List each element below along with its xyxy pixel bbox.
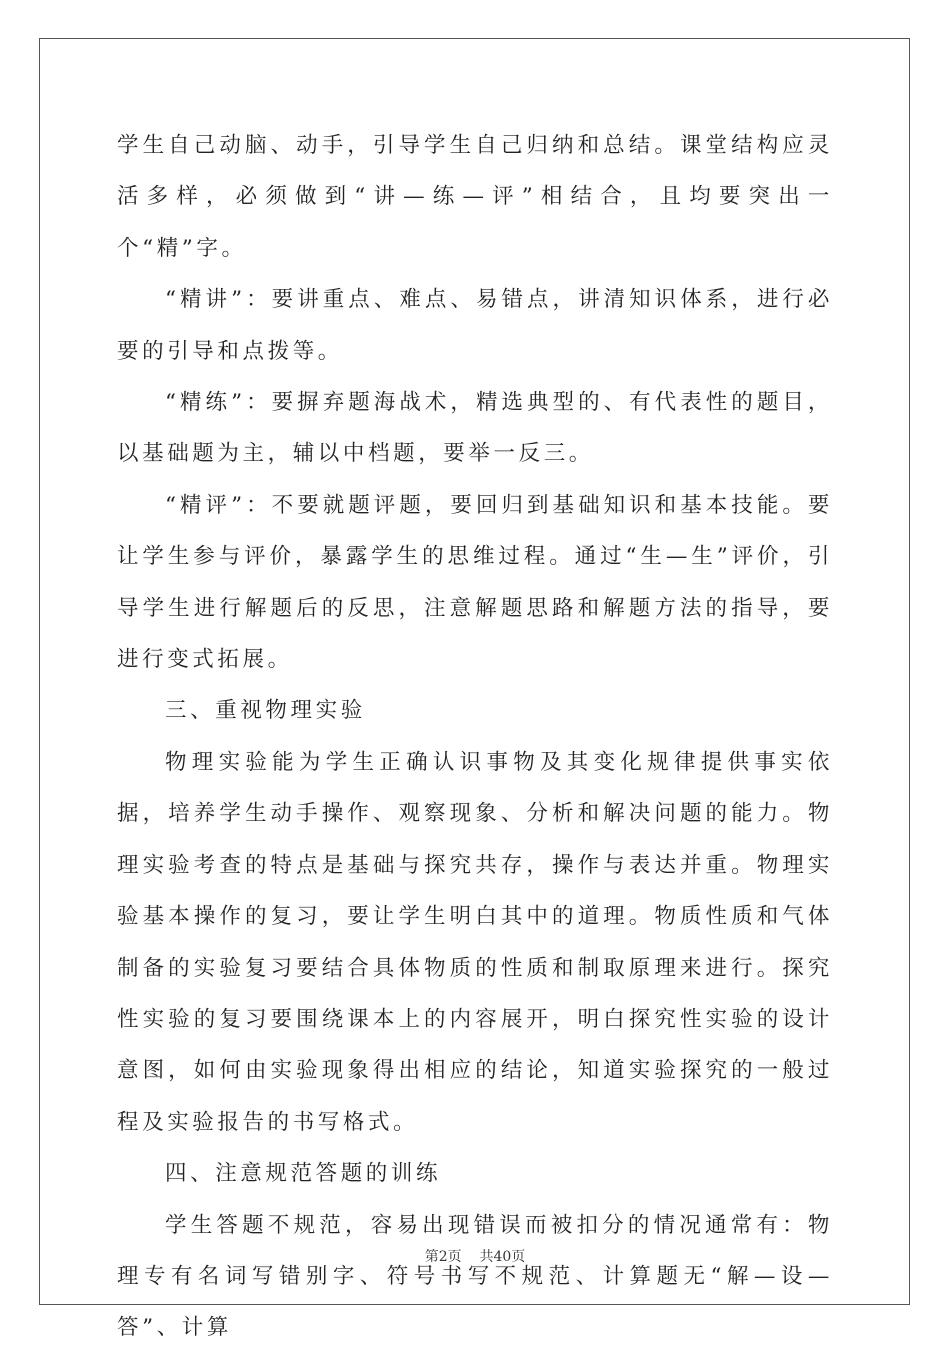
section-heading-4: 四、注意规范答题的训练 (165, 1161, 442, 1187)
paragraph-1: 学生自己动脑、动手，引导学生自己归纳和总结。课堂结构应灵活多样，必须做到“讲—练—评”相结合，且均要突出一个“精”字。 (117, 133, 833, 261)
paragraph-6: 学生答题不规范，容易出现错误而被扣分的情况通常有：物理专有名词写错别字、符号书写不规范、计算题无“解—设—答”、计算 (117, 1212, 833, 1341)
paragraph-3: “精练”：要摒弃题海战术，精选典型的、有代表性的题目，以基础题为主，辅以中档题，要举一反三。 (117, 390, 833, 467)
paragraph-2: “精讲”：要讲重点、难点、易错点，讲清知识体系，进行必要的引导和点拨等。 (117, 287, 833, 364)
section-heading-3: 三、重视物理实验 (165, 698, 366, 724)
document-body (117, 120, 833, 1354)
paragraph-4: “精评”：不要就题评题，要回归到基础知识和基本技能。要让学生参与评价，暴露学生的思维过程。通过“生—生”评价，引导学生进行解题后的反思，注意解题思路和解题方法的指导，要进行变式拓展。 (117, 492, 833, 673)
page-number-footer: 第2页 共40页 (424, 1249, 526, 1265)
paragraph-5: 物理实验能为学生正确认识事物及其变化规律提供事实依据，培养学生动手操作、观察现象、分析和解决问题的能力。物理实验考查的特点是基础与探究共存，操作与表达并重。物理实验基本操作的复习，要让学生明白其中的道理。物质性质和气体制备的实验复习要结合具体物质的性质和制取原理来进行。探究性实验的复习要围绕课本上的内容展开，明白探究性实验的设计意图，如何由实验现象得出相应的结论，知道实验探究的一般过程及实验报告的书写格式。 (117, 749, 833, 1135)
